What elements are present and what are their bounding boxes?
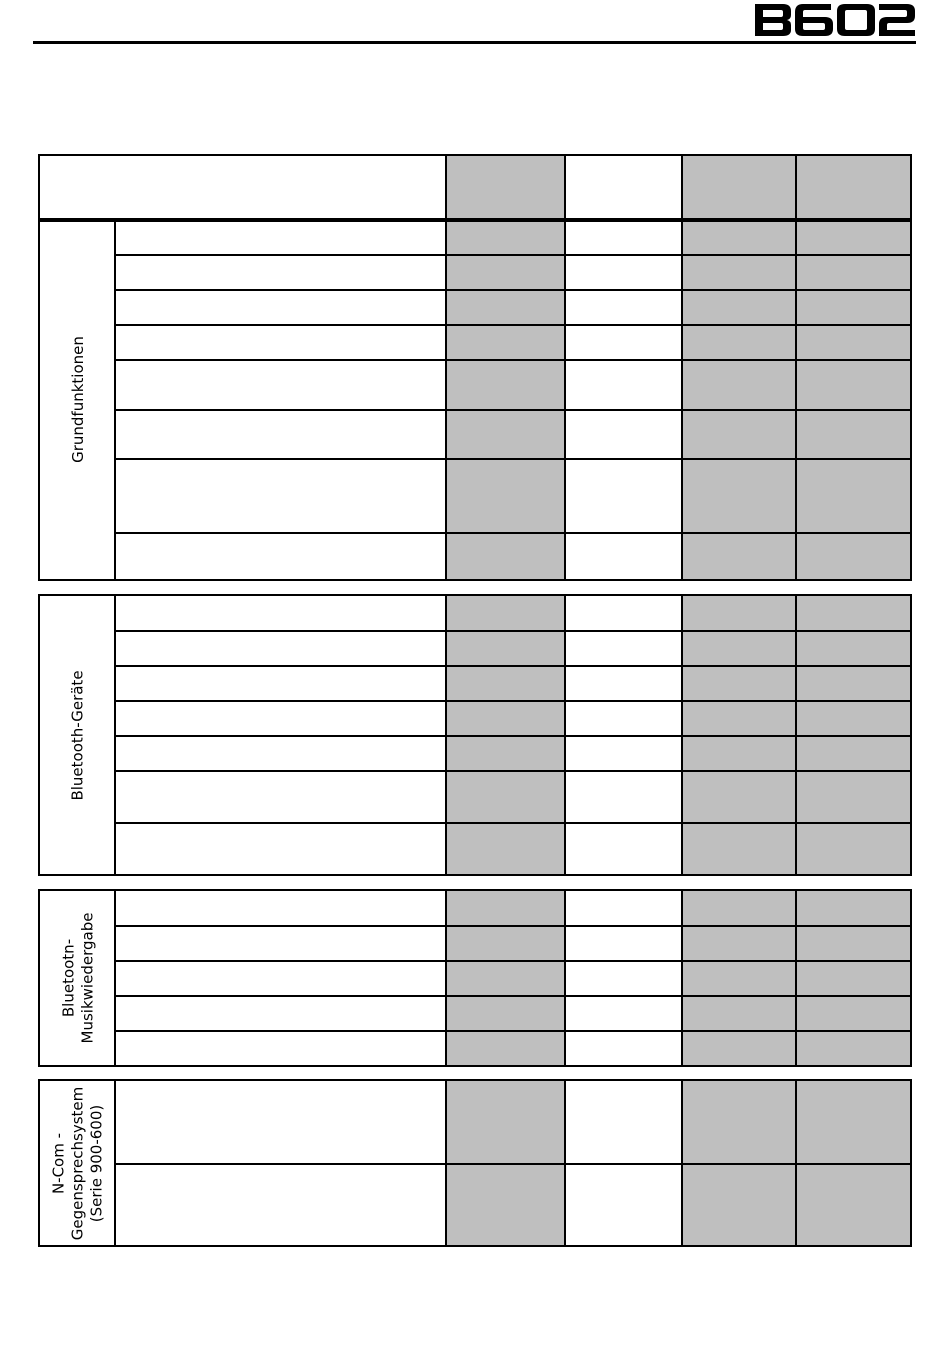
group-label: Bluetootn- Musikwiedergabe bbox=[59, 912, 96, 1044]
brand-logo bbox=[753, 2, 917, 38]
group-grundfunktionen bbox=[38, 218, 912, 581]
group-label: Grundfunktionen bbox=[68, 336, 87, 463]
group-label: N-Com - Gegensprechsystem (Serie 900-600) bbox=[49, 1086, 106, 1240]
header-rule bbox=[33, 41, 916, 44]
group-ncom bbox=[38, 1079, 912, 1247]
group-bluetooth-geraete bbox=[38, 594, 912, 876]
group-label: Bluetooth-Geräte bbox=[68, 669, 87, 801]
table-header bbox=[38, 154, 912, 220]
group-bluetooth-musik bbox=[38, 889, 912, 1067]
